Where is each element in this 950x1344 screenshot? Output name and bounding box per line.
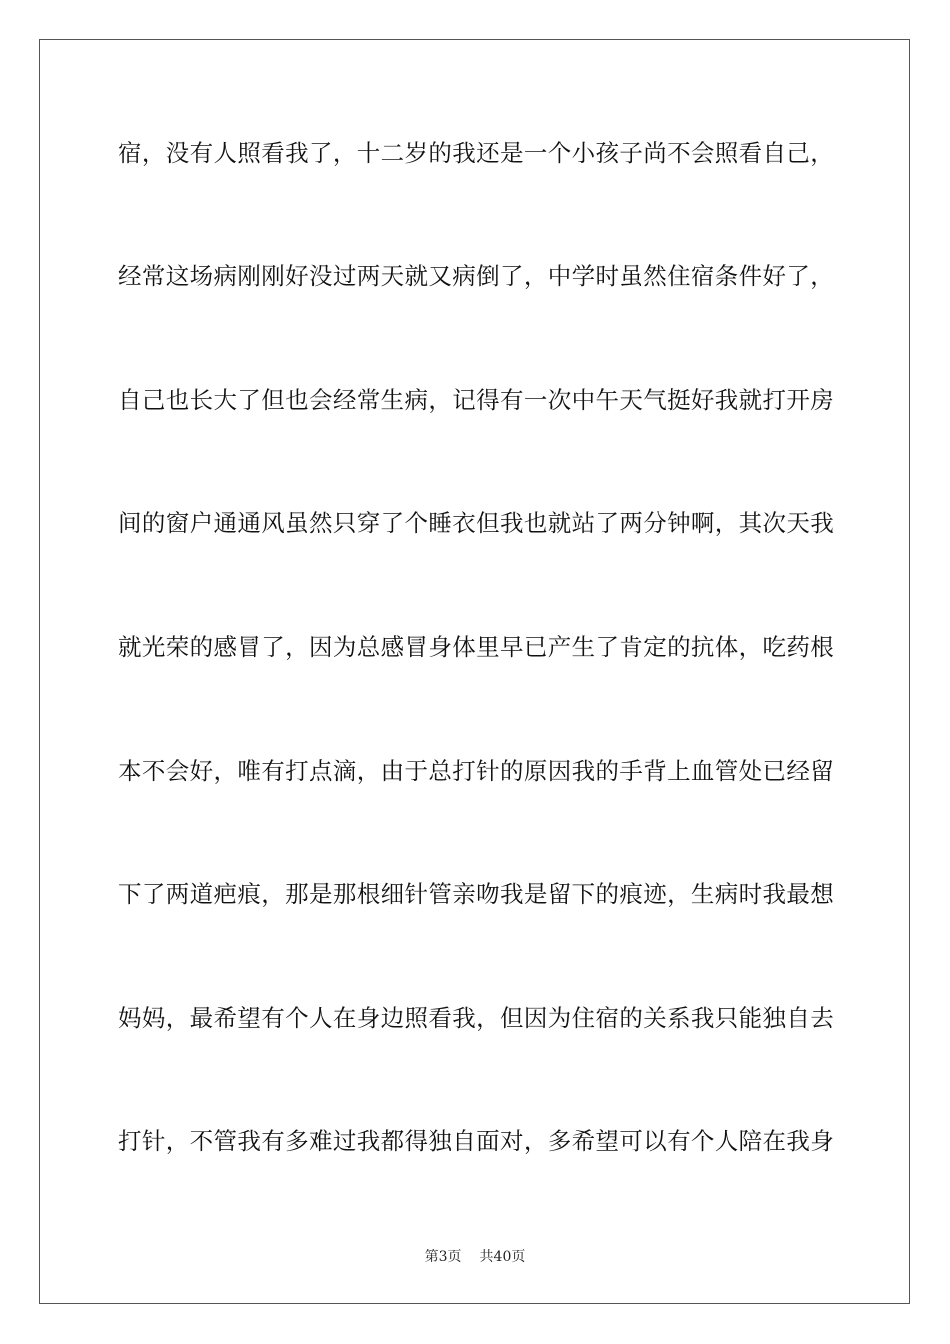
body-text-line-6: 本不会好，唯有打点滴，由于总打针的原因我的手背上血管处已经留 [118, 757, 834, 785]
body-text-line-5: 就光荣的感冒了，因为总感冒身体里早已产生了肯定的抗体，吃药根 [118, 633, 834, 661]
total-pages: 共40页 [479, 1249, 526, 1265]
body-text-line-3: 自己也长大了但也会经常生病，记得有一次中午天气挺好我就打开房 [118, 386, 834, 414]
page-number: 第3页 [424, 1249, 462, 1265]
body-text-line-8: 妈妈，最希望有个人在身边照看我，但因为住宿的关系我只能独自去 [118, 1004, 834, 1032]
page-footer [0, 1247, 950, 1267]
page-frame [39, 39, 910, 1304]
body-text-line-7: 下了两道疤痕，那是那根细针管亲吻我是留下的痕迹，生病时我最想 [118, 880, 834, 908]
body-text-line-1: 宿，没有人照看我了，十二岁的我还是一个小孩子尚不会照看自己， [118, 139, 834, 167]
body-text-line-2: 经常这场病刚刚好没过两天就又病倒了，中学时虽然住宿条件好了， [118, 262, 834, 290]
body-text-line-4: 间的窗户通通风虽然只穿了个睡衣但我也就站了两分钟啊，其次天我 [118, 509, 834, 537]
body-text-line-9: 打针，不管我有多难过我都得独自面对，多希望可以有个人陪在我身 [118, 1127, 834, 1155]
